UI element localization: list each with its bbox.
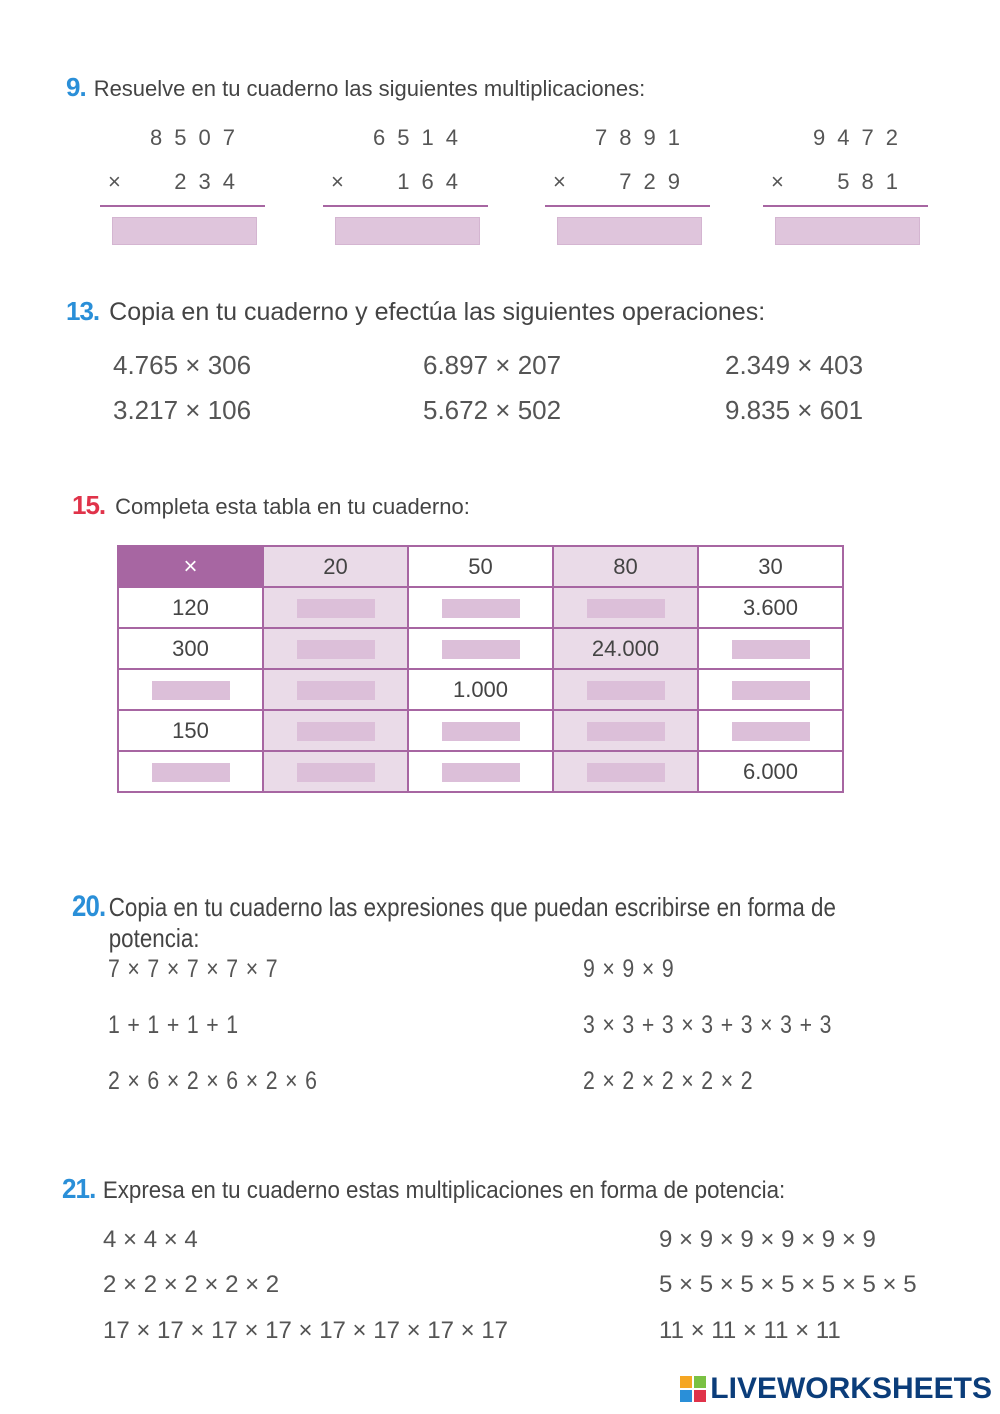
table-cell: 300 <box>118 628 263 669</box>
answer-field[interactable] <box>557 217 702 245</box>
mult-problem-4 <box>763 125 928 255</box>
q20-heading <box>72 890 870 954</box>
q13-instruction: Copia en tu cuaderno y efectúa las siguientes operaciones: <box>109 298 766 326</box>
q20-instruction: Copia en tu cuaderno las expresiones que puedan escribirse en forma de potencia: <box>108 892 836 953</box>
table-cell: 120 <box>118 587 263 628</box>
table-header-cell: 50 <box>408 546 553 587</box>
mult-bottom-number: 164 <box>397 169 470 194</box>
q21-instruction: Expresa en tu cuaderno estas multiplicaciones en forma de potencia: <box>102 1177 786 1204</box>
q13-number: 13. <box>66 296 100 326</box>
answer-field[interactable] <box>587 722 665 741</box>
table-cell: 3.600 <box>698 587 843 628</box>
expression: 9 × 9 × 9 × 9 × 9 × 9 <box>659 1226 876 1253</box>
mult-top-number: 7891 <box>595 125 692 150</box>
table-row <box>118 587 843 628</box>
table-header-cell: 20 <box>263 546 408 587</box>
answer-field[interactable] <box>732 722 810 741</box>
answer-field[interactable] <box>442 722 520 741</box>
table-row <box>118 628 843 669</box>
operation: 5.672 × 502 <box>423 395 562 425</box>
table-corner-cell: × <box>118 546 263 587</box>
expression: 3 × 3 + 3 × 3 + 3 × 3 + 3 <box>583 1011 833 1039</box>
table-answer-cell[interactable] <box>553 669 698 710</box>
mult-top-number: 9472 <box>813 125 910 150</box>
expression: 2 × 2 × 2 × 2 × 2 <box>583 1067 754 1095</box>
table-answer-cell[interactable] <box>118 669 263 710</box>
operation: 4.765 × 306 <box>113 350 252 380</box>
q15-instruction: Completa esta tabla en tu cuaderno: <box>115 494 470 519</box>
q9-instruction: Resuelve en tu cuaderno las siguientes multiplicaciones: <box>93 76 646 101</box>
result-line <box>545 205 710 207</box>
table-cell: 24.000 <box>553 628 698 669</box>
expression: 5 × 5 × 5 × 5 × 5 × 5 × 5 <box>659 1271 917 1298</box>
answer-field[interactable] <box>442 640 520 659</box>
answer-field[interactable] <box>587 681 665 700</box>
table-answer-cell[interactable] <box>553 710 698 751</box>
multiplication-table <box>117 545 844 793</box>
answer-field[interactable] <box>442 763 520 782</box>
answer-field[interactable] <box>732 640 810 659</box>
table-cell: 1.000 <box>408 669 553 710</box>
table-answer-cell[interactable] <box>698 669 843 710</box>
result-line <box>763 205 928 207</box>
result-line <box>323 205 488 207</box>
table-header-row <box>118 546 843 587</box>
table-answer-cell[interactable] <box>553 751 698 792</box>
table-row <box>118 751 843 792</box>
table-answer-cell[interactable] <box>263 628 408 669</box>
operation: 2.349 × 403 <box>725 350 864 380</box>
answer-field[interactable] <box>587 763 665 782</box>
expression: 7 × 7 × 7 × 7 × 7 <box>108 955 279 983</box>
expression: 9 × 9 × 9 <box>583 955 675 983</box>
answer-field[interactable] <box>297 640 375 659</box>
table-answer-cell[interactable] <box>408 587 553 628</box>
table-answer-cell[interactable] <box>553 587 698 628</box>
answer-field[interactable] <box>442 599 520 618</box>
answer-field[interactable] <box>335 217 480 245</box>
q21-heading <box>62 1173 785 1205</box>
table-cell: 150 <box>118 710 263 751</box>
table-answer-cell[interactable] <box>263 669 408 710</box>
answer-field[interactable] <box>112 217 257 245</box>
mult-top-number: 8507 <box>150 125 247 150</box>
table-cell: 6.000 <box>698 751 843 792</box>
q9-heading <box>66 72 645 103</box>
mult-bottom-number: 729 <box>619 169 692 194</box>
multiply-sign: × <box>331 169 344 194</box>
q20-number: 20. <box>72 890 106 923</box>
mult-bottom-number: 234 <box>174 169 247 194</box>
mult-top-number: 6514 <box>373 125 470 150</box>
expression: 4 × 4 × 4 <box>103 1226 198 1253</box>
multiply-sign: × <box>771 169 784 194</box>
liveworksheets-logo <box>680 1372 992 1406</box>
answer-field[interactable] <box>297 599 375 618</box>
result-line <box>100 205 265 207</box>
operation: 6.897 × 207 <box>423 350 562 380</box>
multiply-sign: × <box>108 169 121 194</box>
expression: 17 × 17 × 17 × 17 × 17 × 17 × 17 × 17 <box>103 1317 509 1344</box>
brand-name: LIVEWORKSHEETS <box>710 1372 992 1405</box>
table-header-cell: 30 <box>698 546 843 587</box>
operation: 3.217 × 106 <box>113 395 252 425</box>
q21-number: 21. <box>62 1173 96 1204</box>
q15-heading <box>72 490 470 521</box>
expression: 2 × 2 × 2 × 2 × 2 <box>103 1271 280 1298</box>
mult-bottom-number: 581 <box>837 169 910 194</box>
answer-field[interactable] <box>152 681 230 700</box>
table-answer-cell[interactable] <box>408 751 553 792</box>
expression: 11 × 11 × 11 × 11 <box>659 1317 841 1344</box>
expression: 2 × 6 × 2 × 6 × 2 × 6 <box>108 1067 318 1095</box>
mult-problem-1 <box>100 125 265 255</box>
answer-field[interactable] <box>732 681 810 700</box>
table-answer-cell[interactable] <box>698 710 843 751</box>
multiply-sign: × <box>553 169 566 194</box>
table-answer-cell[interactable] <box>263 751 408 792</box>
table-answer-cell[interactable] <box>408 628 553 669</box>
q13-heading <box>66 296 765 327</box>
liveworksheets-logo-icon <box>680 1376 706 1402</box>
table-answer-cell[interactable] <box>263 710 408 751</box>
table-answer-cell[interactable] <box>698 628 843 669</box>
table-answer-cell[interactable] <box>118 751 263 792</box>
answer-field[interactable] <box>297 681 375 700</box>
expression: 1 + 1 + 1 + 1 <box>108 1011 239 1039</box>
table-answer-cell[interactable] <box>263 587 408 628</box>
q9-number: 9. <box>66 72 86 102</box>
answer-field[interactable] <box>587 599 665 618</box>
table-row <box>118 710 843 751</box>
answer-field[interactable] <box>152 763 230 782</box>
answer-field[interactable] <box>297 722 375 741</box>
answer-field[interactable] <box>775 217 920 245</box>
table-row <box>118 669 843 710</box>
table-answer-cell[interactable] <box>408 710 553 751</box>
mult-problem-2 <box>323 125 488 255</box>
q15-number: 15. <box>72 490 106 520</box>
answer-field[interactable] <box>297 763 375 782</box>
operation: 9.835 × 601 <box>725 395 864 425</box>
table-header-cell: 80 <box>553 546 698 587</box>
mult-problem-3 <box>545 125 710 255</box>
